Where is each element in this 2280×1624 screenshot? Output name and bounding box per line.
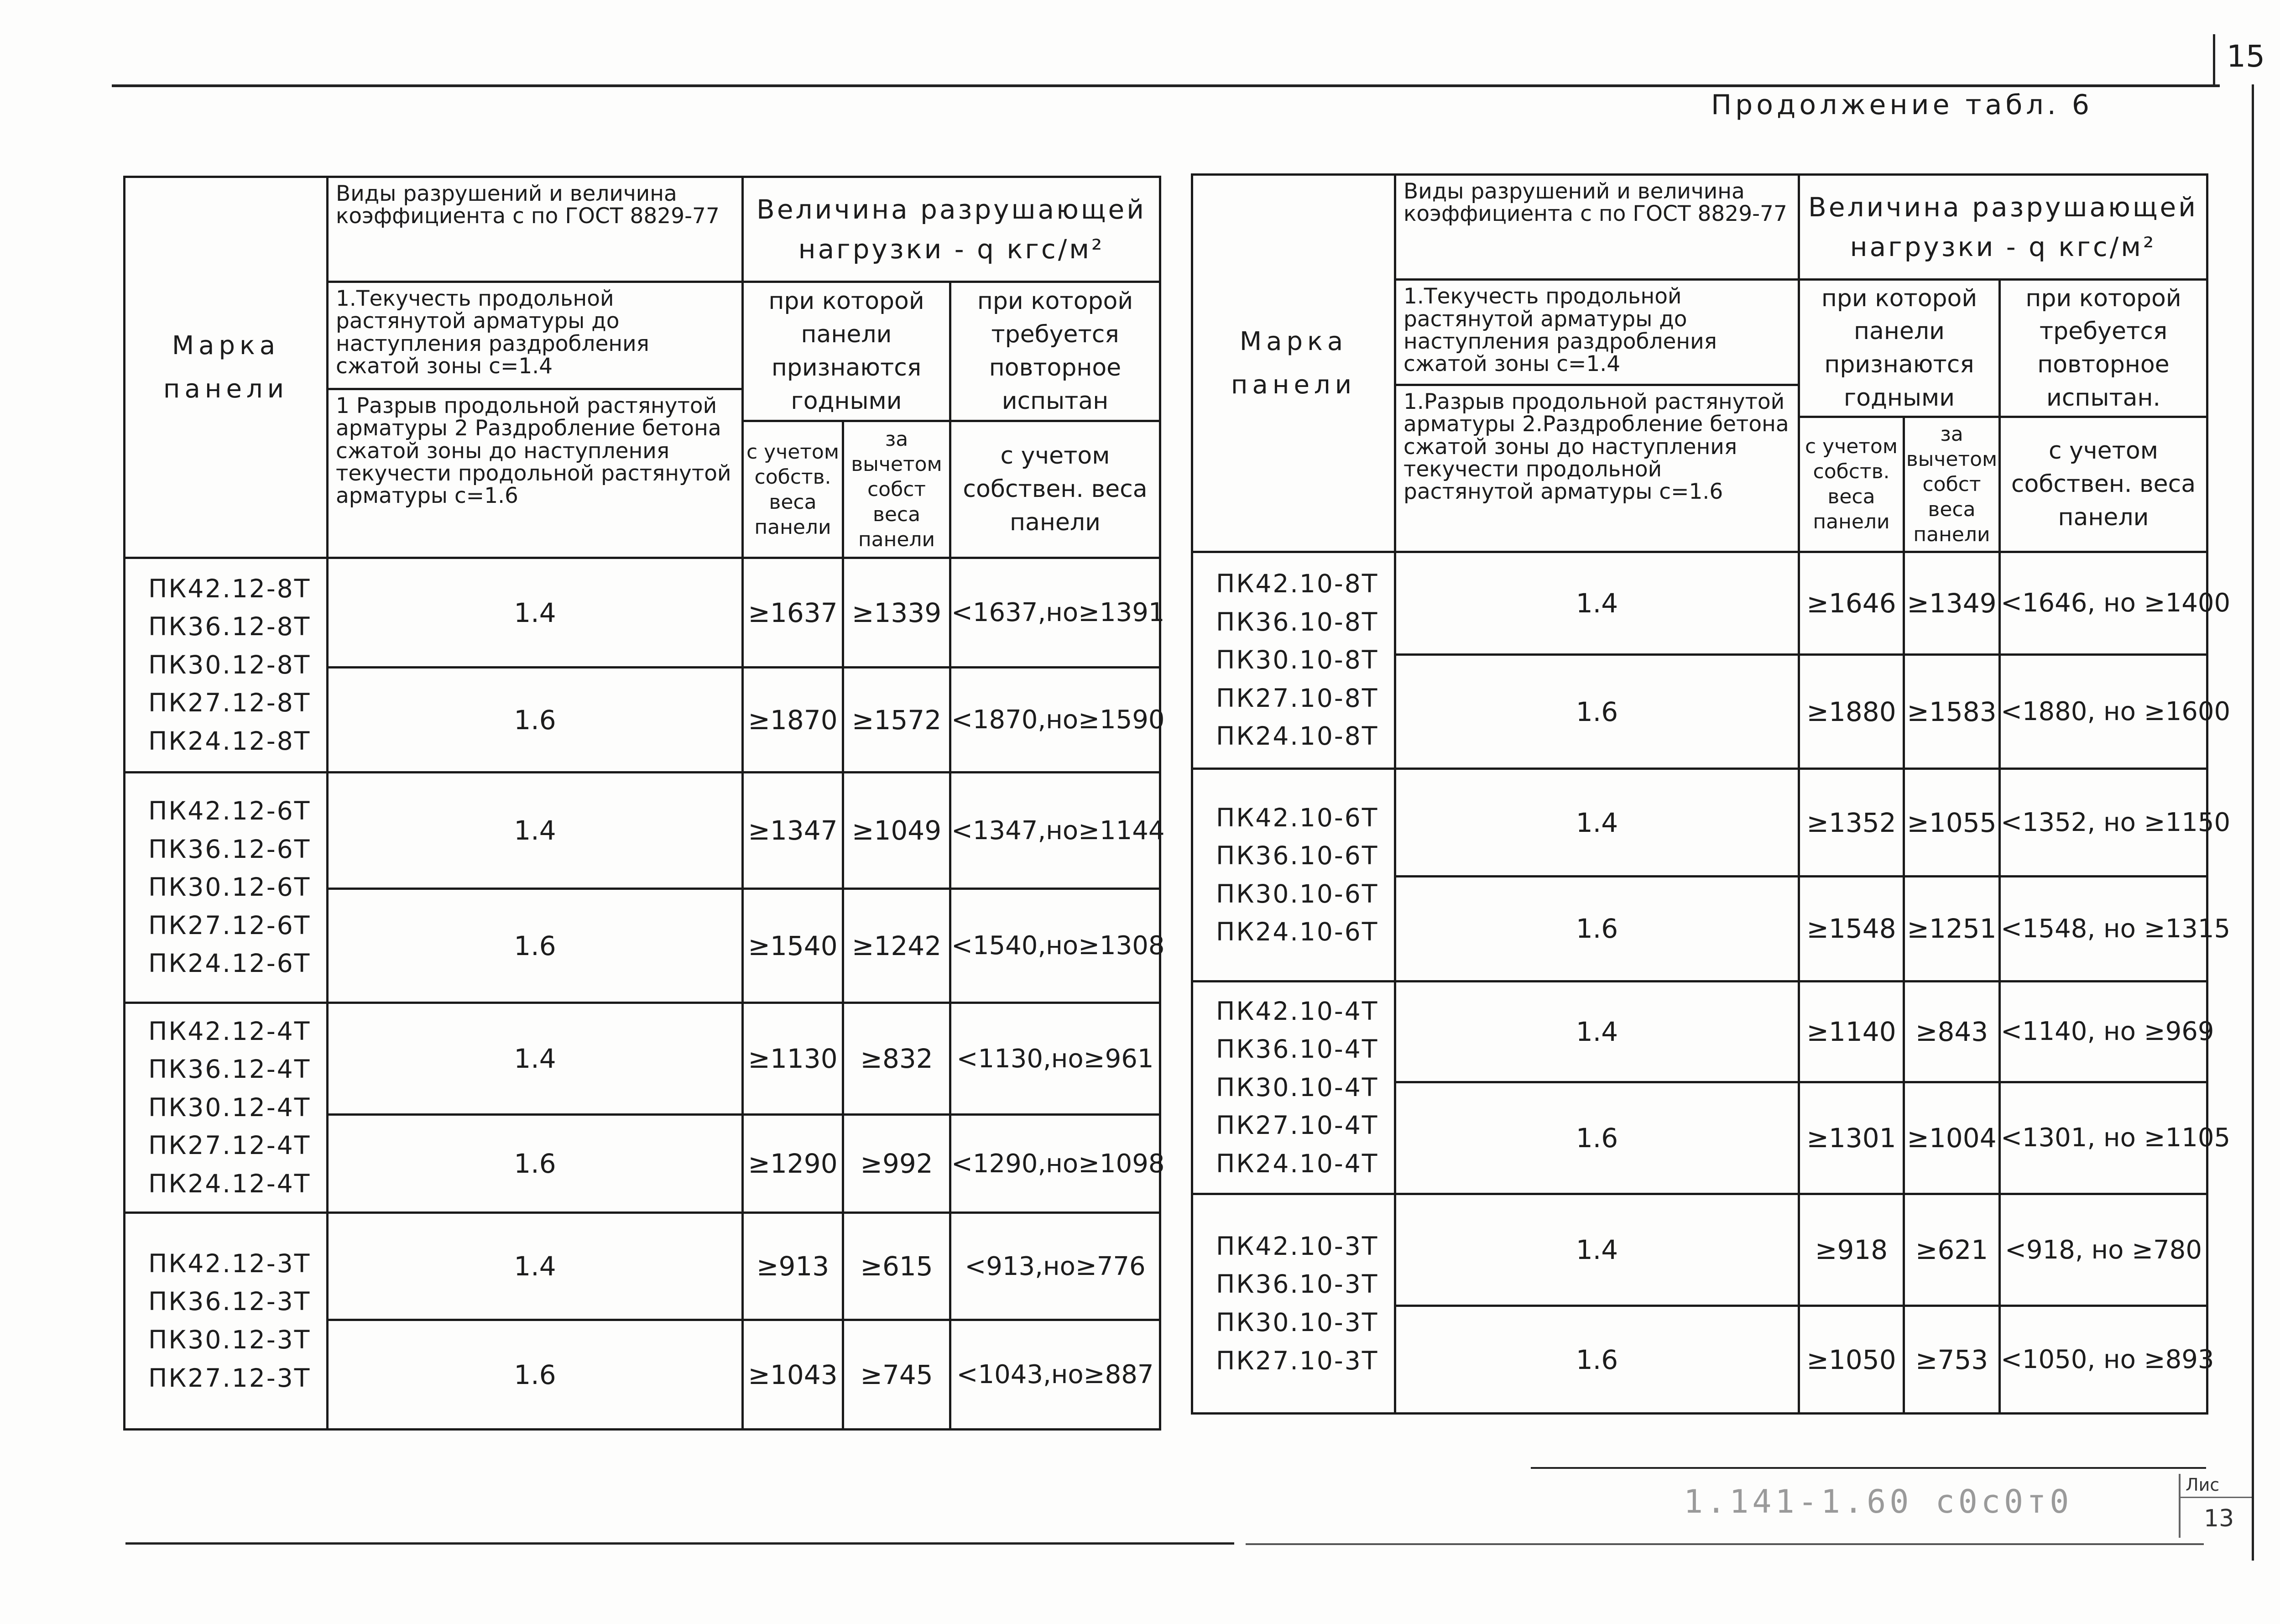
- load-retest: <1140, но ≥969: [2000, 982, 2207, 1082]
- load-with-weight: ≥1870: [743, 668, 843, 773]
- panel-marks: [1192, 1194, 1395, 1414]
- panel-mark: ПК36.12-6Т: [148, 834, 311, 864]
- panel-mark: ПК30.12-6Т: [148, 872, 311, 902]
- load-with-weight: ≥1301: [1799, 1082, 1904, 1194]
- fit-header: при которой панели признаются годными: [1799, 280, 2000, 417]
- load-retest: <1880, но ≥1600: [2000, 654, 2207, 768]
- panel-mark: ПК42.10-4Т: [1216, 996, 1379, 1026]
- load-retest: <1870,но≥1590: [950, 668, 1160, 773]
- page-number-frame-left: [2213, 34, 2215, 87]
- panel-mark: ПК27.10-4Т: [1216, 1111, 1379, 1140]
- load-with-weight: ≥1043: [743, 1320, 843, 1430]
- footer-rule-lower-left: [125, 1542, 1234, 1545]
- load-with-weight: ≥913: [743, 1213, 843, 1320]
- panel-marks: [1192, 769, 1395, 982]
- coefficient: 1.6: [328, 1320, 743, 1430]
- panel-mark: ПК42.10-3Т: [1216, 1231, 1379, 1261]
- panel-mark: ПК24.10-6Т: [1216, 917, 1379, 947]
- load-minus-weight: ≥753: [1904, 1306, 2000, 1414]
- page-number: 15: [2227, 39, 2265, 74]
- panel-marks: [125, 558, 328, 773]
- coefficient: 1.6: [328, 1115, 743, 1213]
- load-with-weight: ≥918: [1799, 1194, 1904, 1306]
- panel-mark: ПК30.12-4Т: [148, 1092, 311, 1122]
- with-weight-header-2: с учетом собствен. веса панели: [2000, 417, 2207, 552]
- panel-mark: ПК30.10-4Т: [1216, 1072, 1379, 1102]
- load-retest: <1637,но≥1391: [950, 558, 1160, 668]
- load-header: Величина разрушающей нагрузки - q кгс/м²: [1799, 175, 2207, 280]
- panel-marks: [125, 1003, 328, 1213]
- panel-mark: ПК24.12-8Т: [148, 726, 311, 756]
- panel-mark: ПК36.10-4Т: [1216, 1034, 1379, 1064]
- with-weight-header: с учетом собств. веса панели: [743, 421, 843, 558]
- load-retest: <1347,но≥1144: [950, 773, 1160, 889]
- minus-weight-header: за вычетом собст веса панели: [843, 421, 950, 558]
- load-minus-weight: ≥1004: [1904, 1082, 2000, 1194]
- retest-header: при которой требуется повторное испытан: [950, 282, 1160, 421]
- load-retest: <1290,но≥1098: [950, 1115, 1160, 1213]
- coefficient: 1.6: [1395, 1306, 1799, 1414]
- load-retest: <1050, но ≥893: [2000, 1306, 2207, 1414]
- load-retest: <1043,но≥887: [950, 1320, 1160, 1430]
- panel-mark: ПК36.12-8Т: [148, 612, 311, 642]
- table-row: [1192, 552, 2207, 654]
- fracture-type-1: 1.Текучесть продольной растянутой арматуры до наступления раздробления сжатой зоны с=1.4: [1395, 280, 1799, 385]
- load-with-weight: ≥1050: [1799, 1306, 1904, 1414]
- table-row: [125, 558, 1160, 668]
- panel-marks: [125, 1213, 328, 1430]
- panel-mark: ПК36.12-3Т: [148, 1287, 311, 1316]
- panel-mark: ПК27.12-4Т: [148, 1131, 311, 1160]
- panel-mark: ПК24.12-6Т: [148, 949, 311, 978]
- load-minus-weight: ≥1049: [843, 773, 950, 889]
- panel-mark: ПК36.10-3Т: [1216, 1269, 1379, 1299]
- panel-mark: ПК36.10-6Т: [1216, 841, 1379, 871]
- right-border: [2252, 84, 2254, 1561]
- panel-marks: [1192, 982, 1395, 1194]
- load-retest: <1352, но ≥1150: [2000, 769, 2207, 876]
- coefficient: 1.4: [328, 558, 743, 668]
- panel-mark: ПК27.12-6Т: [148, 910, 311, 940]
- minus-weight-header: за вычетом собст веса панели: [1904, 417, 2000, 552]
- load-with-weight: ≥1880: [1799, 654, 1904, 768]
- panel-mark: ПК24.12-4Т: [148, 1169, 311, 1198]
- table-row: [1192, 1194, 2207, 1306]
- coefficient: 1.4: [1395, 769, 1799, 876]
- load-retest: <1548, но ≥1315: [2000, 876, 2207, 981]
- designation-stamp: 1.141-1.60 с0с0т0: [1684, 1483, 2073, 1520]
- fracture-types-header: Виды разрушений и величина коэффициента с по ГОСТ 8829-77: [1395, 175, 1799, 280]
- panel-mark: ПК36.12-4Т: [148, 1055, 311, 1084]
- fracture-types-header: Виды разрушений и величина коэффициента с по ГОСТ 8829-77: [328, 177, 743, 282]
- load-minus-weight: ≥1572: [843, 668, 950, 773]
- sheet-box-divider: [2179, 1497, 2252, 1498]
- with-weight-header: с учетом собств. веса панели: [1799, 417, 1904, 552]
- load-minus-weight: ≥832: [843, 1003, 950, 1115]
- coefficient: 1.6: [1395, 876, 1799, 981]
- right-table: [1191, 173, 2231, 1415]
- panel-mark: ПК27.10-3Т: [1216, 1346, 1379, 1375]
- fracture-type-1: 1.Текучесть продольной растянутой арматуры до наступления раздробления сжатой зоны с=1.4: [328, 282, 743, 389]
- panel-mark: ПК42.12-4Т: [148, 1016, 311, 1046]
- retest-header: при которой требуется повторное испытан.: [2000, 280, 2207, 417]
- coefficient: 1.4: [328, 773, 743, 889]
- panel-mark: ПК30.12-3Т: [148, 1325, 311, 1354]
- load-minus-weight: ≥745: [843, 1320, 950, 1430]
- coefficient: 1.6: [328, 668, 743, 773]
- panel-mark: ПК42.12-6Т: [148, 796, 311, 826]
- marka-header: Марка панели: [1192, 175, 1395, 552]
- load-minus-weight: ≥615: [843, 1213, 950, 1320]
- footer-rule-lower-right: [1246, 1543, 2204, 1545]
- load-minus-weight: ≥1242: [843, 889, 950, 1003]
- load-minus-weight: ≥1055: [1904, 769, 2000, 876]
- load-header: Величина разрушающей нагрузки - q кгс/м²: [743, 177, 1160, 282]
- load-retest: <1130,но≥961: [950, 1003, 1160, 1115]
- table-row: [125, 1213, 1160, 1320]
- panel-mark: ПК27.10-8Т: [1216, 683, 1379, 713]
- load-with-weight: ≥1637: [743, 558, 843, 668]
- load-with-weight: ≥1290: [743, 1115, 843, 1213]
- load-retest: <1301, но ≥1105: [2000, 1082, 2207, 1194]
- coefficient: 1.4: [1395, 982, 1799, 1082]
- load-retest: <918, но ≥780: [2000, 1194, 2207, 1306]
- load-minus-weight: ≥1349: [1904, 552, 2000, 654]
- panel-mark: ПК30.10-3Т: [1216, 1308, 1379, 1337]
- coefficient: 1.4: [1395, 552, 1799, 654]
- panel-mark: ПК24.10-8Т: [1216, 721, 1379, 751]
- fracture-type-2: 1 Разрыв продольной растянутой арматуры 2 Раздробление бетона сжатой зоны до наступления текучести продольной растянутой арматуры с=1.6: [328, 389, 743, 558]
- coefficient: 1.6: [328, 889, 743, 1003]
- left-table: [123, 176, 1165, 1431]
- table-row: [1192, 982, 2207, 1082]
- load-with-weight: ≥1130: [743, 1003, 843, 1115]
- sheet-number: 13: [2204, 1505, 2234, 1532]
- table-row: [125, 773, 1160, 889]
- with-weight-header-2: с учетом собствен. веса панели: [950, 421, 1160, 558]
- load-minus-weight: ≥1583: [1904, 654, 2000, 768]
- table-row: [125, 1003, 1160, 1115]
- panel-mark: ПК30.10-8Т: [1216, 645, 1379, 675]
- load-minus-weight: ≥1339: [843, 558, 950, 668]
- panel-mark: ПК42.10-8Т: [1216, 569, 1379, 598]
- panel-mark: ПК30.10-6Т: [1216, 879, 1379, 909]
- load-with-weight: ≥1646: [1799, 552, 1904, 654]
- panel-mark: ПК42.12-8Т: [148, 574, 311, 603]
- fit-header: при которой панели признаются годными: [743, 282, 950, 421]
- panel-mark: ПК42.12-3Т: [148, 1248, 311, 1278]
- table-row: [1192, 769, 2207, 876]
- coefficient: 1.6: [1395, 1082, 1799, 1194]
- coefficient: 1.4: [328, 1003, 743, 1115]
- load-retest: <1540,но≥1308: [950, 889, 1160, 1003]
- panel-marks: [1192, 552, 1395, 769]
- load-with-weight: ≥1352: [1799, 769, 1904, 876]
- continuation-title: Продолжение табл. 6: [1711, 89, 2093, 121]
- load-with-weight: ≥1540: [743, 889, 843, 1003]
- load-with-weight: ≥1347: [743, 773, 843, 889]
- load-with-weight: ≥1548: [1799, 876, 1904, 981]
- load-with-weight: ≥1140: [1799, 982, 1904, 1082]
- load-minus-weight: ≥843: [1904, 982, 2000, 1082]
- coefficient: 1.4: [328, 1213, 743, 1320]
- coefficient: 1.4: [1395, 1194, 1799, 1306]
- sheet-box-left: [2179, 1474, 2181, 1538]
- panel-mark: ПК30.12-8Т: [148, 650, 311, 679]
- load-retest: <1646, но ≥1400: [2000, 552, 2207, 654]
- marka-header: Марка панели: [125, 177, 328, 558]
- panel-mark: ПК27.12-8Т: [148, 688, 311, 718]
- load-minus-weight: ≥621: [1904, 1194, 2000, 1306]
- fracture-type-2: 1.Разрыв продольной растянутой арматуры 2.Раздробление бетона сжатой зоны до наступления текучести продольной растянутой арматуры с=1.6: [1395, 385, 1799, 552]
- top-rule: [112, 84, 2220, 87]
- panel-mark: ПК42.10-6Т: [1216, 803, 1379, 832]
- panel-marks: [125, 773, 328, 1003]
- panel-mark: ПК36.10-8Т: [1216, 607, 1379, 637]
- load-retest: <913,но≥776: [950, 1213, 1160, 1320]
- panel-mark: ПК24.10-4Т: [1216, 1149, 1379, 1178]
- sheet-label: Лис: [2186, 1475, 2220, 1495]
- load-minus-weight: ≥1251: [1904, 876, 2000, 981]
- coefficient: 1.6: [1395, 654, 1799, 768]
- footer-rule-upper: [1531, 1467, 2206, 1469]
- panel-mark: ПК27.12-3Т: [148, 1363, 311, 1393]
- load-minus-weight: ≥992: [843, 1115, 950, 1213]
